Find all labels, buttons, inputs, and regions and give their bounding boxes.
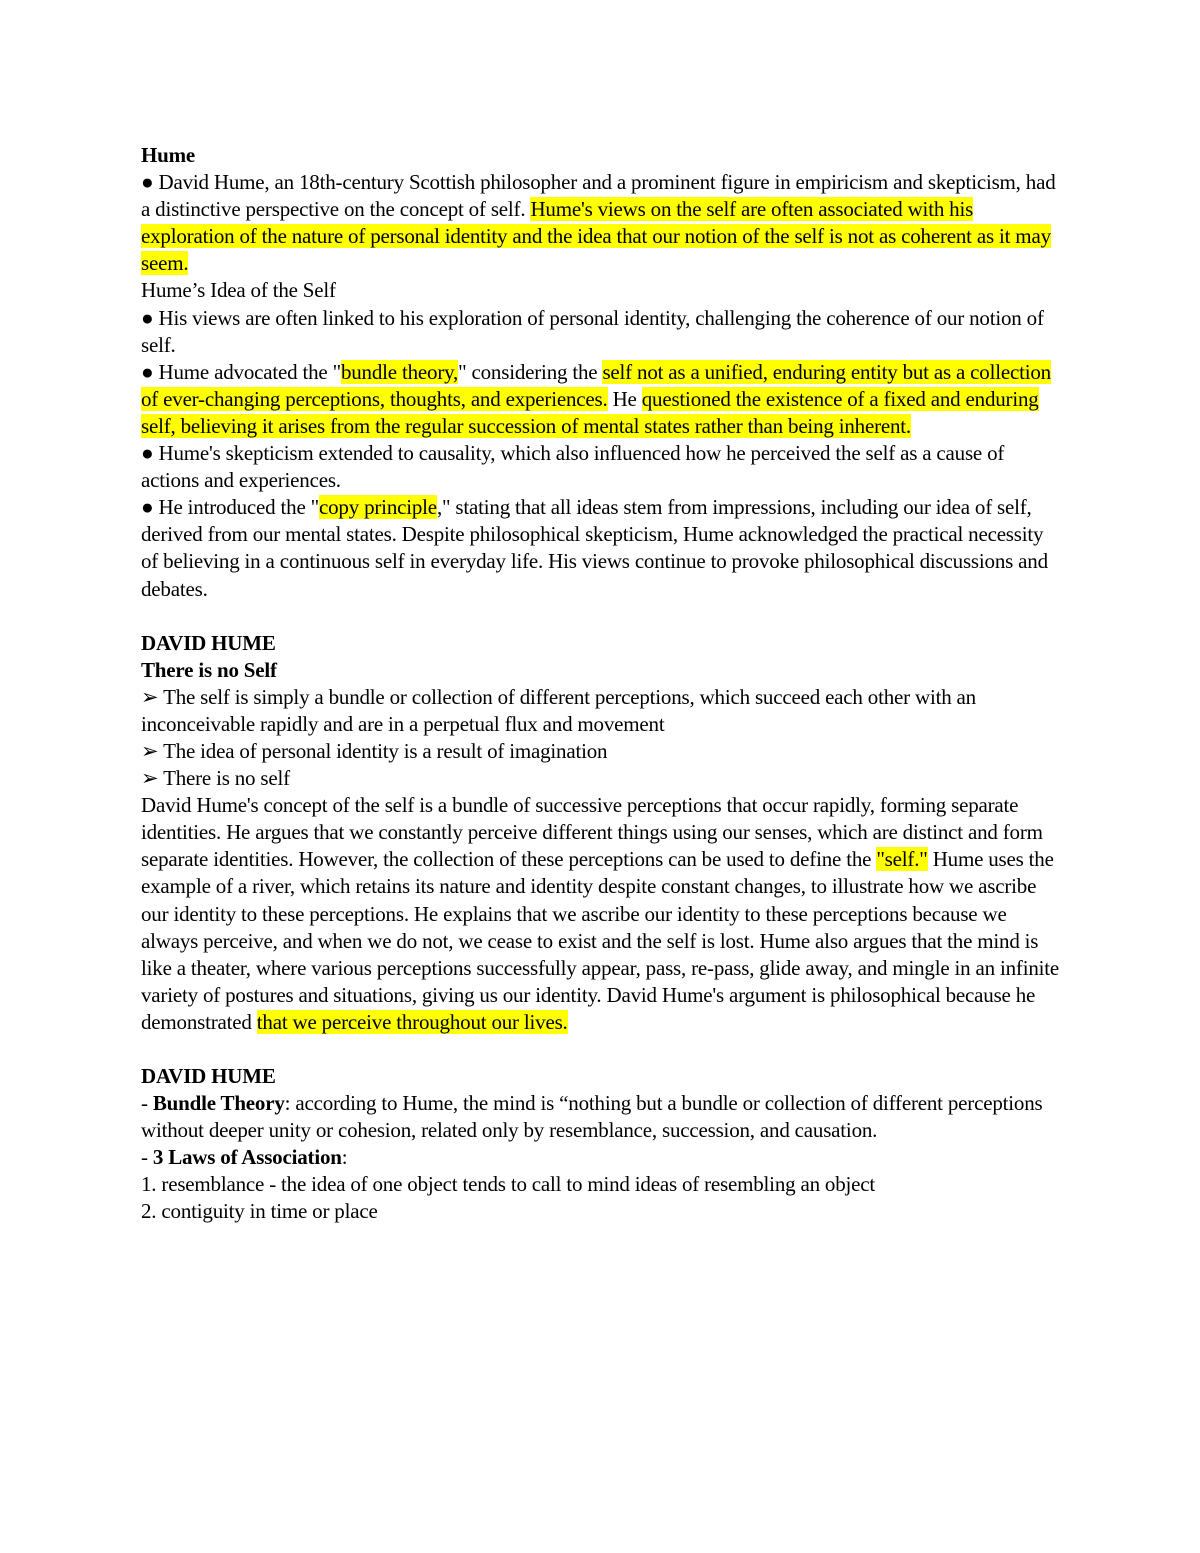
concept-paragraph (141, 792, 1061, 1036)
bundle-theory-label: Bundle Theory (152, 1091, 285, 1116)
dash: - (141, 1091, 153, 1116)
text-run: David Hume's concept of the self is a bundle of successive perceptions that occur rapidly, forming separate identities. He argues that we constantly perceive different things using our senses, which are distinct and form separate identities. However, the collection of these perceptions can be used to define the (141, 793, 1043, 872)
text-run: ● He introduced the " (141, 495, 320, 520)
highlight-bundle-theory: bundle theory, (340, 359, 459, 384)
text-run: ● Hume advocated the " (141, 359, 341, 384)
arrow-item-bundle: ➢ The self is simply a bundle or collection of different perceptions, which succeed each other with an inconceivable rapidly and are in a perpetual flux and movement (141, 684, 976, 736)
bullet-personal-identity: ● His views are often linked to his exploration of personal identity, challenging the coherence of our notion of self. (141, 305, 1044, 357)
section-title-david-hume: DAVID HUME (141, 630, 276, 655)
highlight-self: "self." (876, 847, 928, 872)
text-run: " considering the (458, 359, 603, 384)
highlight-self-not-unified: self not as a unified, enduring entity but as a collection of ever-changing perceptions, thoughts, and experiences. (141, 359, 1051, 411)
dash: - (141, 1145, 153, 1170)
no-self-heading: There is no Self (141, 657, 277, 682)
bullet-bundle-theory (141, 359, 1061, 440)
spacer (141, 603, 1061, 630)
bullet-copy-principle (141, 494, 1061, 602)
text-run: ," stating that all ideas stem from impressions, including our idea of self, derived from our mental states. Despite philosophical skepticism, Hume acknowledged the practical necessity of believing in a continuous self in everyday life. His views continue to provoke philosophical discussions and debates. (141, 495, 1048, 601)
arrow-item-imagination: ➢ The idea of personal identity is a result of imagination (141, 738, 608, 763)
text-run: : according to Hume, the mind is “nothing but a bundle or collection of different perceptions without deeper unity or cohesion, related only by resemblance, succession, and causation. (141, 1091, 1043, 1143)
intro-paragraph (141, 169, 1061, 277)
bullet-causality: ● Hume's skepticism extended to causality, which also influenced how he perceived the self as a cause of actions and experiences. (141, 441, 1005, 493)
intro-text: ● David Hume, an 18th-century Scottish philosopher and a prominent figure in empiricism and skepticism, had a distinctive perspective on the concept of self. (141, 170, 1056, 222)
bundle-theory-item (141, 1090, 1061, 1144)
idea-of-self-heading: Hume’s Idea of the Self (141, 278, 336, 303)
laws-label: 3 Laws of Association (152, 1145, 342, 1170)
arrow-item-no-self: ➢ There is no self (141, 766, 290, 791)
document-body (141, 142, 1061, 1226)
law-resemblance: 1. resemblance - the idea of one object tends to call to mind ideas of resembling an object (141, 1172, 876, 1197)
text-run: : (341, 1145, 348, 1170)
text-run: Hume uses the example of a river, which retains its nature and identity despite constant changes, to illustrate how we ascribe our identity to these perceptions. He explains that we ascribe our identity to these perceptions because we always perceive, and when we do not, we cease to exist and the self is lost. Hume also argues that the mind is like a theater, where various perceptions successfully appear, pass, re-pass, glide away, and mingle in an infinite variety of postures and situations, giving us our identity. David Hume's argument is philosophical because he demonstrated (141, 847, 1060, 1034)
highlight-perceive-throughout: that we perceive throughout our lives. (256, 1009, 568, 1034)
highlight-personal-identity: Hume's views on the self are often associated with his exploration of the nature of personal identity and the idea that our notion of the self is not as coherent as it may seem. (141, 197, 1051, 276)
section-title-david-hume-2: DAVID HUME (141, 1064, 276, 1088)
highlight-copy-principle: copy principle (319, 495, 437, 520)
laws-heading (141, 1144, 1061, 1171)
highlight-questioned-existence: questioned the existence of a fixed and enduring self, believing it arises from the regular succession of mental states rather than being inherent. (141, 386, 1039, 438)
spacer (141, 1036, 1061, 1063)
law-contiguity: 2. contiguity in time or place (141, 1199, 378, 1224)
section-title-hume: Hume (141, 143, 196, 167)
text-run: He (607, 386, 642, 411)
